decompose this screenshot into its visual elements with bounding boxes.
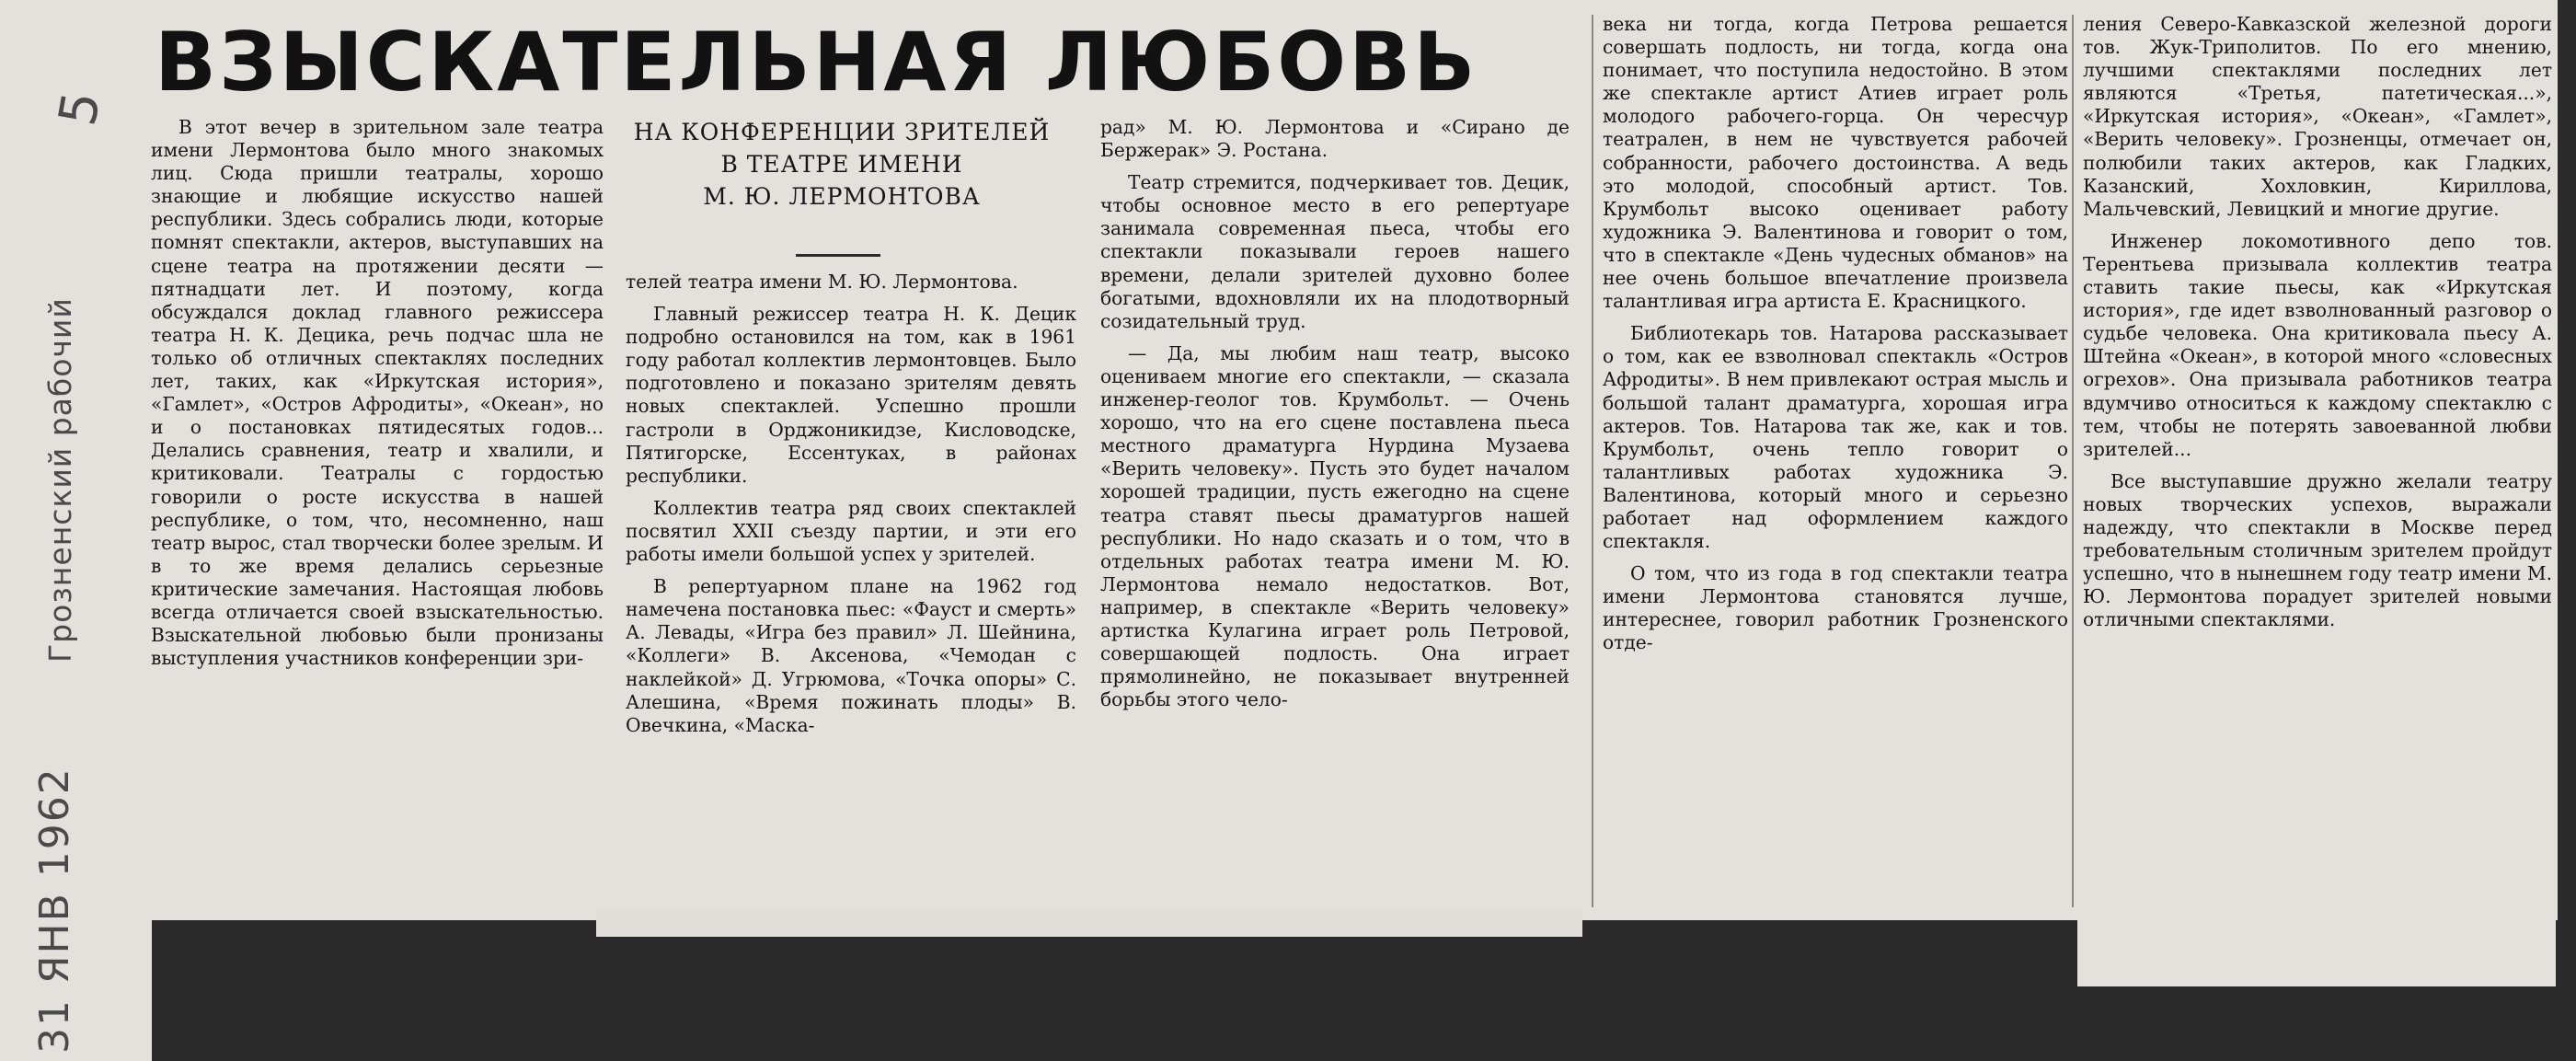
paragraph: Все выступавшие дружно желали театру новых творческих успехов, выражали надежду, что спектакли в Москве перед требовательным столичным зрителем пройдут успешно, что в нынешнем году театр имени М. Ю. Лермонтова порадует зрителей новыми отличными спектаклями. <box>2083 469 2552 631</box>
subheadline-line: НА КОНФЕРЕНЦИИ ЗРИТЕЛЕЙ <box>633 119 1051 145</box>
paragraph: — Да, мы любим наш театр, высоко оцениваем многие его спектакли, — сказала инженер-геолог тов. Крумбольт. — Очень хорошо, что на его сцене поставлена пьеса местного драматурга Нурдина Музаева «Верить человеку». Пусть это будет началом хорошей традиции, пусть ежегодно на сцене театра ставят пьесы драматургов нашей республики. Но надо сказать и о том, что в отдельных работах театра имени М. Ю. Лермонтова немало недостатков. Вот, например, в спектакле «Верить человеку» артистка Кулагина играет роль Петровой, совершающей подлость. Она играет прямолинейно, не показывает внутренней борьбы этого чело- <box>1100 341 1570 711</box>
column-divider <box>2072 15 2074 907</box>
clipping-torn-edge <box>596 911 1582 937</box>
scanner-edge <box>2558 0 2576 1061</box>
text-column-1 <box>151 116 604 898</box>
article-subheadline <box>626 116 1058 213</box>
text-column-5 <box>2083 13 2552 979</box>
paragraph: В репертуарном плане на 1962 год намечена постановка пьес: «Фауст и смерть» А. Левады, «Игра без правил» Л. Шейнина, «Коллеги» В. Аксенова, «Чемодан с наклейкой» Д. Угрюмова, «Точка опоры» С. Алешина, «Время пожинать плоды» В. Овечкина, «Маска- <box>626 575 1076 736</box>
text-column-3 <box>1100 116 1570 898</box>
paragraph: рад» М. Ю. Лермонтова и «Сирано де Бержерак» Э. Ростана. <box>1100 116 1570 162</box>
paragraph: В этот вечер в зрительном зале театра имени Лермонтова было много знакомых лиц. Сюда пришли театралы, хорошо знающие и любящие искусство нашей республики. Здесь собрались люди, которые помнят спектакли, актеров, выступавших на сцене театра на протяжении десяти — пятнадцати лет. И поэтому, когда обсуждался доклад главного режиссера театра Н. К. Децика, речь подчас шла не только об отличных спектаклях последних лет, таких, как «Иркутская история», «Гамлет», «Остров Афродиты», «Океан», но и о постановках пятидесятых годов... Делались сравнения, театр и хвалили, и критиковали. Театралы с гордостью говорили о росте искусства в нашей республике, о том, что, несомненно, наш театр вырос, стал творчески более зрелым. И в то же время делались серьезные критические замечания. Настоящая любовь всегда отличается своей взыскательностью. Взыскательной любовью были пронизаны выступления участников конференции зри- <box>151 116 604 670</box>
paragraph: века ни тогда, когда Петрова решается совершать подлость, ни тогда, когда она понимает, что поступила недостойно. В этом же спектакле артист Атиев играет роль молодого рабочего-горца. Он чересчур театрален, в нем не чувствуется рабочей собранности, рабочего достоинства. А ведь это молодой, способный артист. Тов. Крумбольт высоко оценивает работу художника Э. Валентинова и говорит о том, что в спектакле «День чудесных обманов» на нее очень большое впечатление произвела талантливая игра артиста Е. Красницкого. <box>1603 13 2068 313</box>
paragraph: телей театра имени М. Ю. Лермонтова. <box>626 271 1018 293</box>
paragraph: Театр стремится, подчеркивает тов. Децик, чтобы основное место в его репертуаре занимала современная пьеса, чтобы его спектакли показывали героев нашего времени, делали зрителей духовно более богатыми, вдохновляли их на плодотворный созидательный труд. <box>1100 171 1570 332</box>
article-headline: ВЗЫСКАТЕЛЬНАЯ ЛЮБОВЬ <box>155 15 1478 110</box>
handwritten-mark: 5 <box>48 86 113 131</box>
paragraph: ления Северо-Кавказской железной дороги тов. Жук-Триполитов. По его мнению, лучшими спектаклями последних лет являются «Третья, патетическая...», «Иркутская история», «Океан», «Гамлет», «Верить человеку». Грозненцы, отмечает он, полюбили таких актеров, как Гладких, Казанский, Хохловкин, Кириллова, Мальчевский, Левицкий и многие другие. <box>2083 13 2552 220</box>
subheadline-line: В ТЕАТРЕ ИМЕНИ <box>720 151 963 178</box>
handwritten-source-note: Грозненский рабочий <box>42 297 78 663</box>
text-column-2 <box>626 271 1076 896</box>
paragraph: О том, что из года в год спектакли театра имени Лермонтова становятся лучше, интереснее, говорил работник Грозненского отде- <box>1603 562 2068 654</box>
date-stamp: 31 ЯНВ 1962 <box>31 767 78 1054</box>
subheadline-divider <box>796 254 880 257</box>
paragraph: Библиотекарь тов. Натарова рассказывает о том, как ее взволновал спектакль «Остров Афродиты». В нем привлекают острая мысль и большой талант драматурга, хорошая игра актеров. Тов. Натарова так же, как и тов. Крумбольт, очень тепло говорит о талантливых работах художника Э. Валентинова, который много и серьезно работает над оформлением каждого спектакля. <box>1603 322 2068 553</box>
paragraph: Главный режиссер театра Н. К. Децик подробно остановился на том, как в 1961 году работал коллектив лермонтовцев. Было подготовлено и показано зрителям девять новых спектаклей. Успешно прошли гастроли в Орджоникидзе, Кисловодске, Пятигорске, Ессентуках, в районах республики. <box>626 303 1076 487</box>
paragraph: Инженер локомотивного депо тов. Терентьева призывала коллектив театра ставить такие пьесы, как «Иркутская история», где идет взволнованный разговор о судьбе человека. Она критиковала пьесу А. Штейна «Океан», в которой много «словесных огрехов». Она призывала работников театра вдумчиво относиться к каждому спектаклю с тем, чтобы не потерять завоеванной любви зрителей... <box>2083 229 2552 460</box>
column-divider <box>1592 15 1593 907</box>
paragraph: Коллектив театра ряд своих спектаклей посвятил XXII съезду партии, и эти его работы имели большой успех у зрителей. <box>626 496 1076 566</box>
subheadline-line: М. Ю. ЛЕРМОНТОВА <box>703 183 981 210</box>
text-column-4 <box>1603 13 2068 898</box>
